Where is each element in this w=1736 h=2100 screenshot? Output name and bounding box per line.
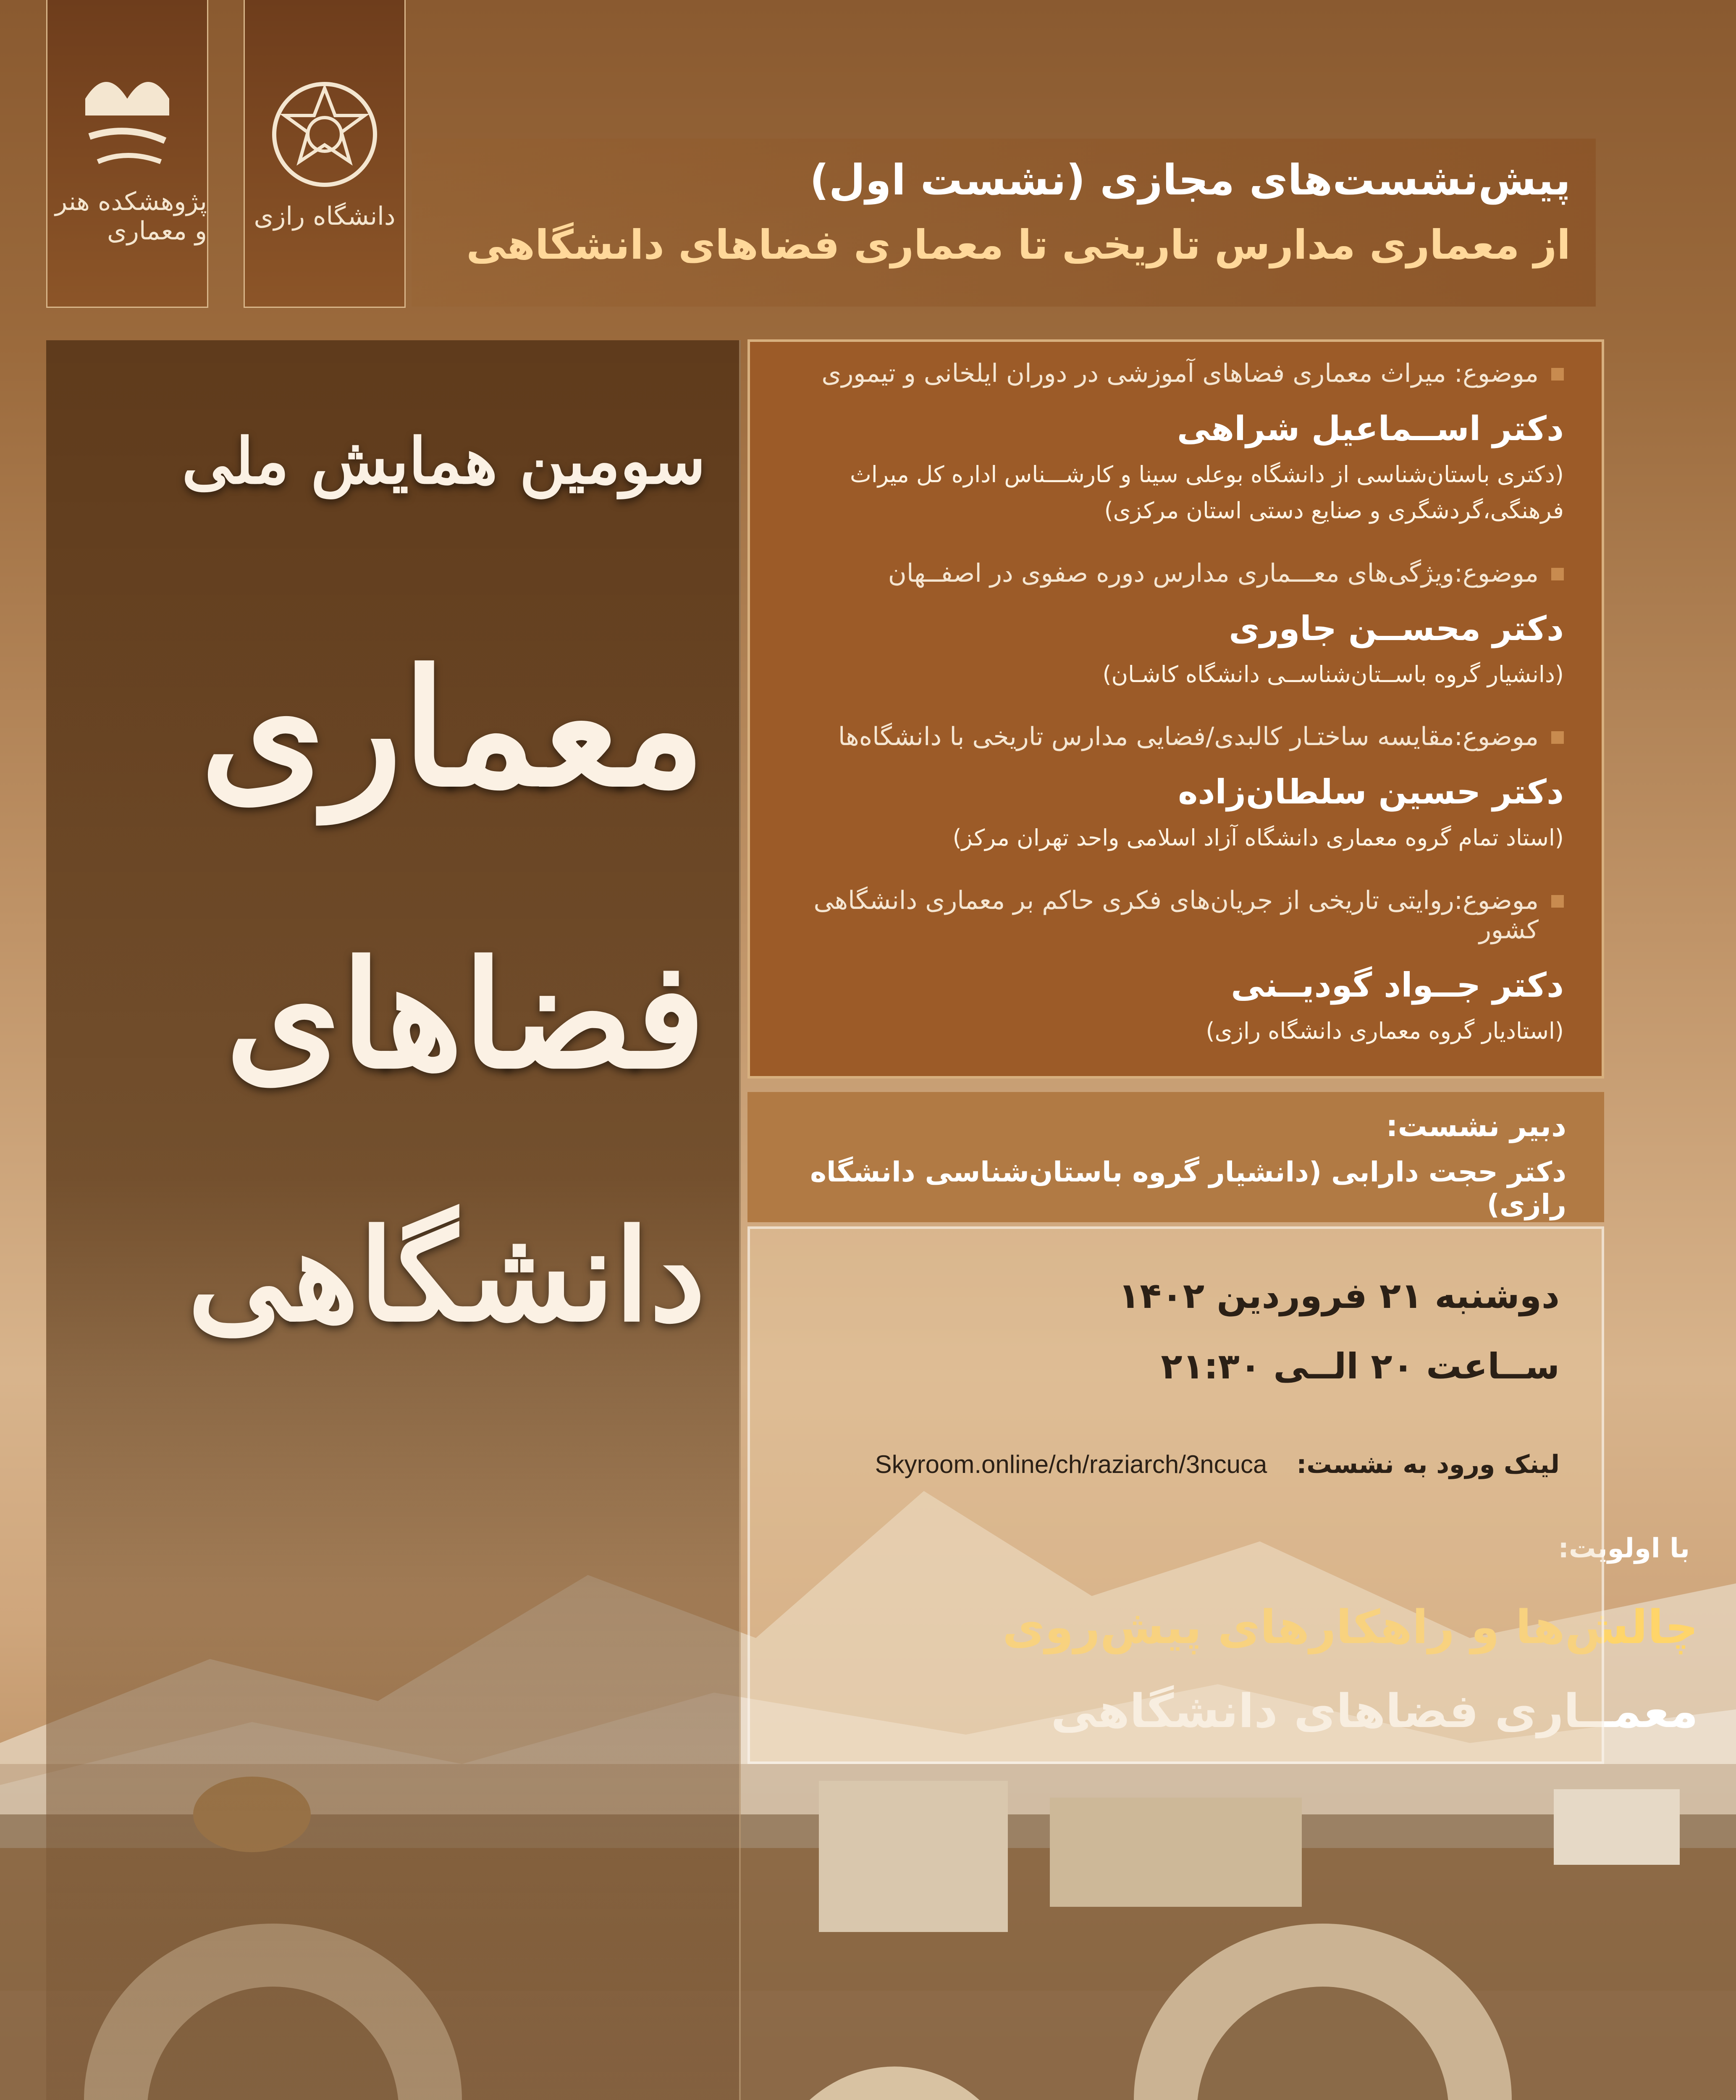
- session-topic: موضوع:ویژگی‌های معـــماری مدارس دوره صفوی در اصفــهان: [775, 559, 1564, 588]
- session-item: [775, 722, 1564, 856]
- header-subtitle: از معماری مدارس تاریخی تا معماری فضاهای دانشگاهی: [466, 221, 1571, 268]
- session-affiliation: (دانشیار گروه باســتان‌شناســی دانشگاه کاشـان): [1102, 661, 1564, 688]
- session-speaker: دکتر محســن جاوری: [1229, 609, 1564, 648]
- session-speaker: دکتر جــواد گودیــنی: [1231, 965, 1564, 1005]
- event-link-url[interactable]: Skyroom.online/ch/raziarch/3ncuca: [875, 1450, 1267, 1478]
- priority-line-1: چالش‌ها و راهکارهای پیش‌روی: [1002, 1600, 1698, 1654]
- session-item: [775, 559, 1564, 693]
- priority-line-2: معمــاری فضاهای دانشگاهی: [1051, 1684, 1698, 1738]
- session-speaker: دکتر حسین سلطان‌زاده: [1178, 772, 1564, 812]
- header-banner: [412, 139, 1596, 307]
- session-affiliation: (دکتری باستان‌شناسی از دانشگاه بوعلی سینا و کارشـــناس اداره کل میراث فرهنگی،گردشگری و صنایع دستی استان مرکزی): [850, 461, 1564, 524]
- razi-emblem-icon: [266, 76, 383, 193]
- event-link-row: [792, 1450, 1560, 1479]
- moderator-box: [747, 1092, 1604, 1222]
- razi-logo-text: دانشگاه رازی: [254, 202, 396, 231]
- calligraphy-line-3: فضاهای: [226, 928, 705, 1101]
- calligraphy-line-1: سومین همایش ملی: [182, 424, 705, 498]
- session-affiliation: (استادیار گروه معماری دانشگاه رازی): [1206, 1017, 1564, 1044]
- moderator-name: دکتر حجت دارابی (دانشیار گروه باستان‌شناسی دانشگاه رازی): [810, 1156, 1566, 1221]
- conference-title-panel: [46, 340, 741, 2100]
- calligraphy-line-2: معماری: [200, 634, 705, 822]
- event-link-label: لینک ورود به نشست:: [1296, 1450, 1560, 1479]
- razi-university-logo: [244, 0, 406, 308]
- session-topic: موضوع:روایتی تاریخی از جریان‌های فکری حاکم بر معماری دانشگاهی کشور: [775, 886, 1564, 945]
- session-speaker: دکتر اســماعیل شراهی: [1177, 409, 1564, 448]
- art-school-logo: [46, 0, 208, 308]
- art-school-logo-text: پژوهشکده هنر و معماری: [55, 187, 207, 246]
- header-title: پیش‌نشست‌های مجازی (نشست اول): [810, 155, 1571, 205]
- event-date: دوشنبه ۲۱ فروردین ۱۴۰۲: [1118, 1275, 1560, 1316]
- session-topic: موضوع:مقایسه ساختـار کالبدی/فضایی مدارس تاریخی با دانشگاه‌ها: [775, 722, 1564, 751]
- event-time: ســاعت ۲۰ الــی ۲۱:۳۰: [1161, 1346, 1560, 1387]
- session-topic: موضوع: میراث معماری فضاهای آموزشی در دوران ایلخانی و تیموری: [775, 359, 1564, 388]
- calligraphy-line-4: دانشگاهی: [187, 1201, 705, 1349]
- moderator-label: دبیر نشست:: [1386, 1109, 1566, 1143]
- sessions-box: [747, 339, 1604, 1079]
- session-affiliation: (استاد تمام گروه معماری دانشگاه آزاد اسلامی واحد تهران مرکز): [952, 824, 1564, 851]
- priority-label: با اولویت:: [1558, 1533, 1690, 1564]
- session-item: [775, 359, 1564, 529]
- session-item: [775, 886, 1564, 1049]
- event-details-box: [747, 1226, 1604, 1764]
- art-school-emblem-icon: [73, 61, 182, 178]
